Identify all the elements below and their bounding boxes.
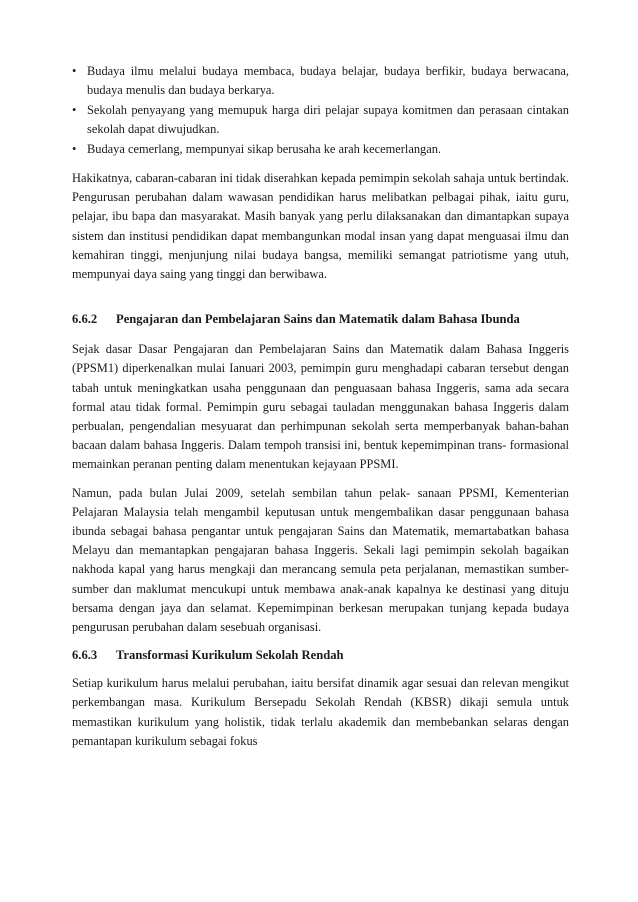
bullet-text: Budaya ilmu melalui budaya membaca, budaya belajar, budaya berfikir, budaya berwacana, budaya menulis dan budaya berkarya. [87, 64, 569, 97]
section-number: 6.6.2 [72, 312, 98, 327]
bullet-list [72, 62, 569, 159]
bullet-icon: • [72, 103, 77, 117]
bullet-item [72, 101, 569, 139]
paragraph-setiap-kurikulum: Setiap kurikulum harus melalui perubahan, iaitu bersifat dinamik agar sesuai dan relevan mengikut perkembangan masa. Kurikulum Bersepadu Sekolah Rendah (KBSR) dikaji semula untuk memastikan kurikulum yang holistik, tidak terlalu akademik dan membebankan selaras dengan pemantapan kurikulum sebagai fokus [72, 676, 569, 748]
bullet-icon: • [72, 64, 77, 78]
bullet-item [72, 140, 569, 159]
bullet-icon: • [72, 142, 77, 156]
document-page [72, 62, 569, 751]
section-title: Transformasi Kurikulum Sekolah Rendah [116, 648, 344, 663]
paragraph-hakikatnya: Hakikatnya, cabaran-cabaran ini tidak diserahkan kepada pemimpin sekolah sahaja untuk bertindak. Pengurusan perubahan dalam wawasan pendidikan harus melibatkan pelbagai pihak, iaitu guru, pelajar, ibu bapa dan masyarakat. Masih banyak yang perlu dilaksanakan dan dimantapkan supaya sistem dan institusi pendidikan dapat membangunkan modal insan yang dapat menguasai ilmu dan kemahiran tinggi, menjunjung nilai budaya bangsa, memiliki semangat patriotisme yang utuh, mempunyai daya saing yang tinggi dan berwibawa. [72, 171, 569, 282]
section-title: Pengajaran dan Pembelajaran Sains dan Matematik dalam Bahasa Ibunda [116, 312, 520, 327]
bullet-text: Budaya cemerlang, mempunyai sikap berusaha ke arah kecemerlangan. [87, 142, 442, 156]
bullet-text: Sekolah penyayang yang memupuk harga diri pelajar supaya komitmen dan perasaan cintakan sekolah dapat diwujudkan. [87, 103, 569, 136]
section-heading-6-6-2 [72, 310, 569, 329]
paragraph-namun: Namun, pada bulan Julai 2009, setelah sembilan tahun pelak- sanaan PPSMI, Kementerian Pelajaran Malaysia telah mengambil keputusan untuk mengembalikan dasar penggunaan bahasa ibunda sebagai bahasa pengantar untuk pengajaran Sains dan Matematik, memartabatkan bahasa Melayu dan memantapkan pengajaran bahasa Inggeris. Sekali lagi pemimpin sekolah bagaikan nakhoda kapal yang harus mengkaji dan merancang semula peta perjalanan, memastikan sumber-sumber dan maklumat mencukupi untuk membawa anak-anak kapalnya ke destinasi yang dituju bersama dengan jaya dan selamat. Kepemimpinan berkesan merupakan tunjang kepada budaya pengurusan perubahan dalam sesebuah organisasi. [72, 485, 569, 635]
paragraph-sejak-dasar: Sejak dasar Dasar Pengajaran dan Pembelajaran Sains dan Matematik dalam Bahasa Inggeris (PPSM1) diperkenalkan mulai Ianuari 2003, pemimpin guru menghadapi cabaran tersebut dengan tabah untuk meningkatkan usaha penggunaan dan penguasaan bahasa Inggeris, sama ada secara formal atau tidak formal. Pemimpin guru sebagai tauladan menggunakan bahasa Inggeris dalam perbualan, pengendalian mesyuarat dan perhimpunan sekolah serta memperbanyak bahan-bahan bacaan dalam bahasa Inggeris. Dalam tempoh transisi ini, bentuk kepemimpinan trans- formasional memainkan peranan penting dalam menentukan kejayaan PPSMI. [72, 342, 569, 472]
bullet-item [72, 62, 569, 100]
section-heading-6-6-3 [72, 646, 569, 665]
section-number: 6.6.3 [72, 648, 98, 663]
